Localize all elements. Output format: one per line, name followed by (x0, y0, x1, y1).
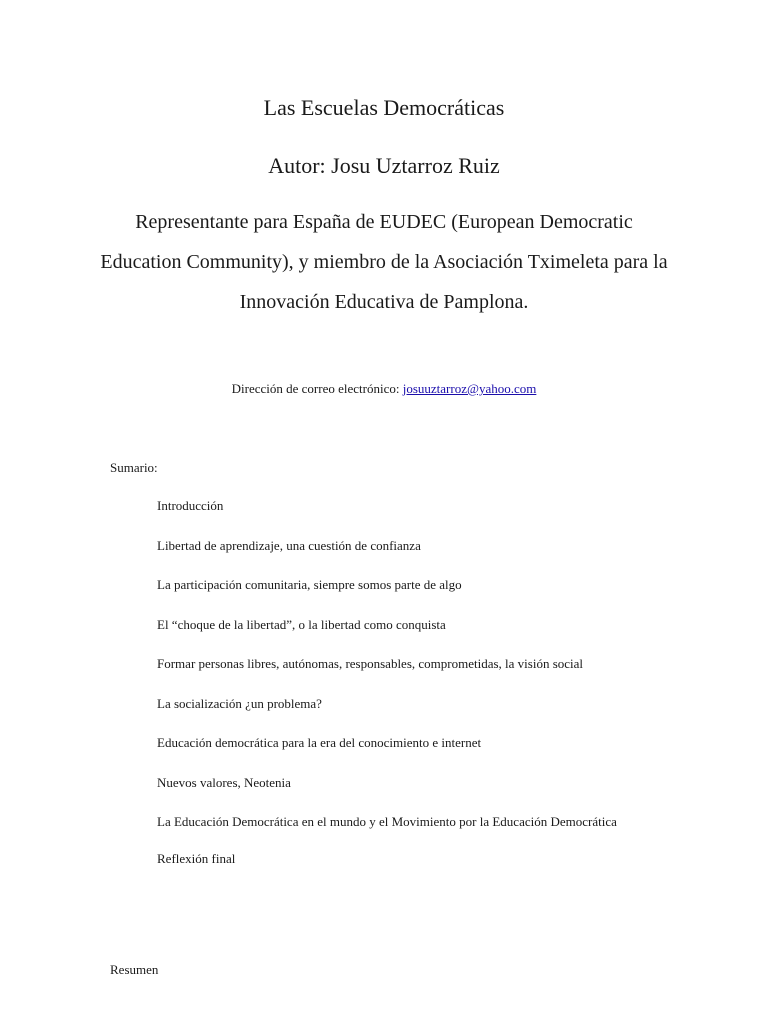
sumario-heading: Sumario: (110, 460, 158, 475)
table-of-contents (110, 497, 658, 890)
email-label: Dirección de correo electrónico: (231, 381, 403, 396)
author-affiliation: Representante para España de EUDEC (European Democratic Education Community), y miembro de la Asociación Tximeleta para la Innovación Educativa de Pamplona. (100, 211, 668, 313)
toc-item: El “choque de la libertad”, o la libertad como conquista (157, 616, 446, 632)
document-title: Las Escuelas Democráticas (263, 95, 505, 120)
email-line (110, 380, 658, 398)
toc-item: La socialización ¿un problema? (157, 695, 322, 711)
toc-item: Libertad de aprendizaje, una cuestión de confianza (157, 537, 421, 553)
toc-item: Formar personas libres, autónomas, responsables, comprometidas, la visión social (157, 656, 584, 671)
resumen-heading: Resumen (110, 962, 159, 977)
toc-item: Educación democrática para la era del conocimiento e internet (157, 735, 482, 750)
toc-item: Reflexión final (157, 851, 236, 866)
toc-item: Nuevos valores, Neotenia (157, 774, 291, 790)
toc-item: La Educación Democrática en el mundo y el Movimiento por la Educación Democrática (157, 814, 617, 829)
toc-item: La participación comunitaria, siempre somos parte de algo (157, 577, 462, 592)
email-link[interactable]: josuuztarroz@yahoo.com (402, 381, 537, 396)
document-author: Autor: Josu Uztarroz Ruiz (268, 153, 500, 178)
toc-item: Introducción (157, 498, 224, 513)
